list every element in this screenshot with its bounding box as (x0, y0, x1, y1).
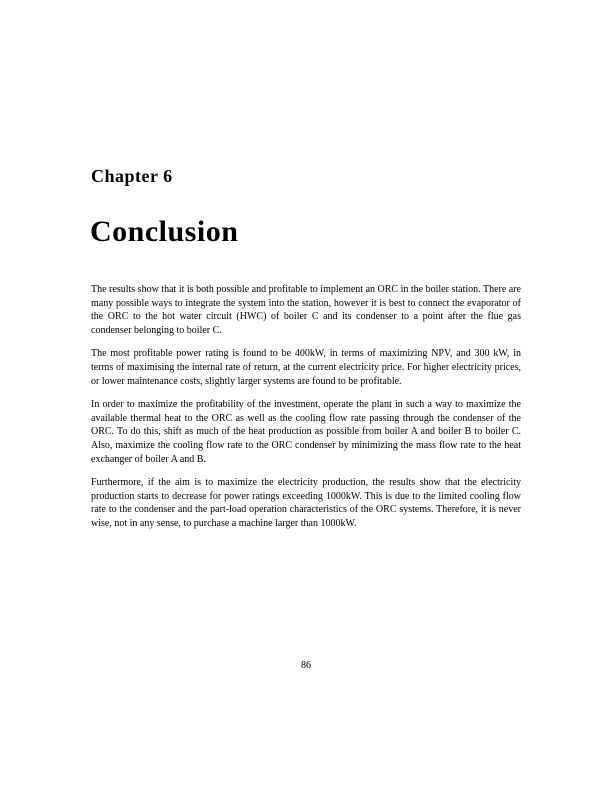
page-number: 86 (301, 660, 311, 671)
chapter-label: Chapter 6 (91, 166, 173, 186)
body-paragraph: Furthermore, if the aim is to maximize the electricity production, the results show that the electricity production starts to decrease for power ratings exceeding 1000kW. This is due to the limited cooling flow rate to the condenser and the part-load operation characteristics of the ORC systems. Therefore, it is never wise, not in any sense, to purchase a machine larger than 1000kW. (91, 477, 521, 529)
body-paragraph: The results show that it is both possible and profitable to implement an ORC in the boiler station. There are many possible ways to integrate the system into the station, however it is best to connect the evaporator of the ORC to the hot water circuit (HWC) of boiler C and its condenser to a point after the flue gas condenser belonging to boiler C. (91, 284, 521, 336)
body-text-block (91, 283, 521, 541)
chapter-title: Conclusion (90, 215, 239, 248)
body-paragraph: In order to maximize the profitability of the investment, operate the plant in such a way to maximize the available thermal heat to the ORC as well as the cooling flow rate passing through the condenser of the ORC. To do this, shift as much of the heat production as possible from boiler A and boiler B to boiler C. Also, maximize the cooling flow rate to the ORC condenser by minimizing the mass flow rate to the heat exchanger of boiler A and B. (91, 399, 521, 465)
body-paragraph: The most profitable power rating is found to be 400kW, in terms of maximizing NPV, and 300 kW, in terms of maximising the internal rate of return, at the current electricity price. For higher electricity prices, or lower maintenance costs, slightly larger systems are found to be profitable. (91, 348, 521, 387)
